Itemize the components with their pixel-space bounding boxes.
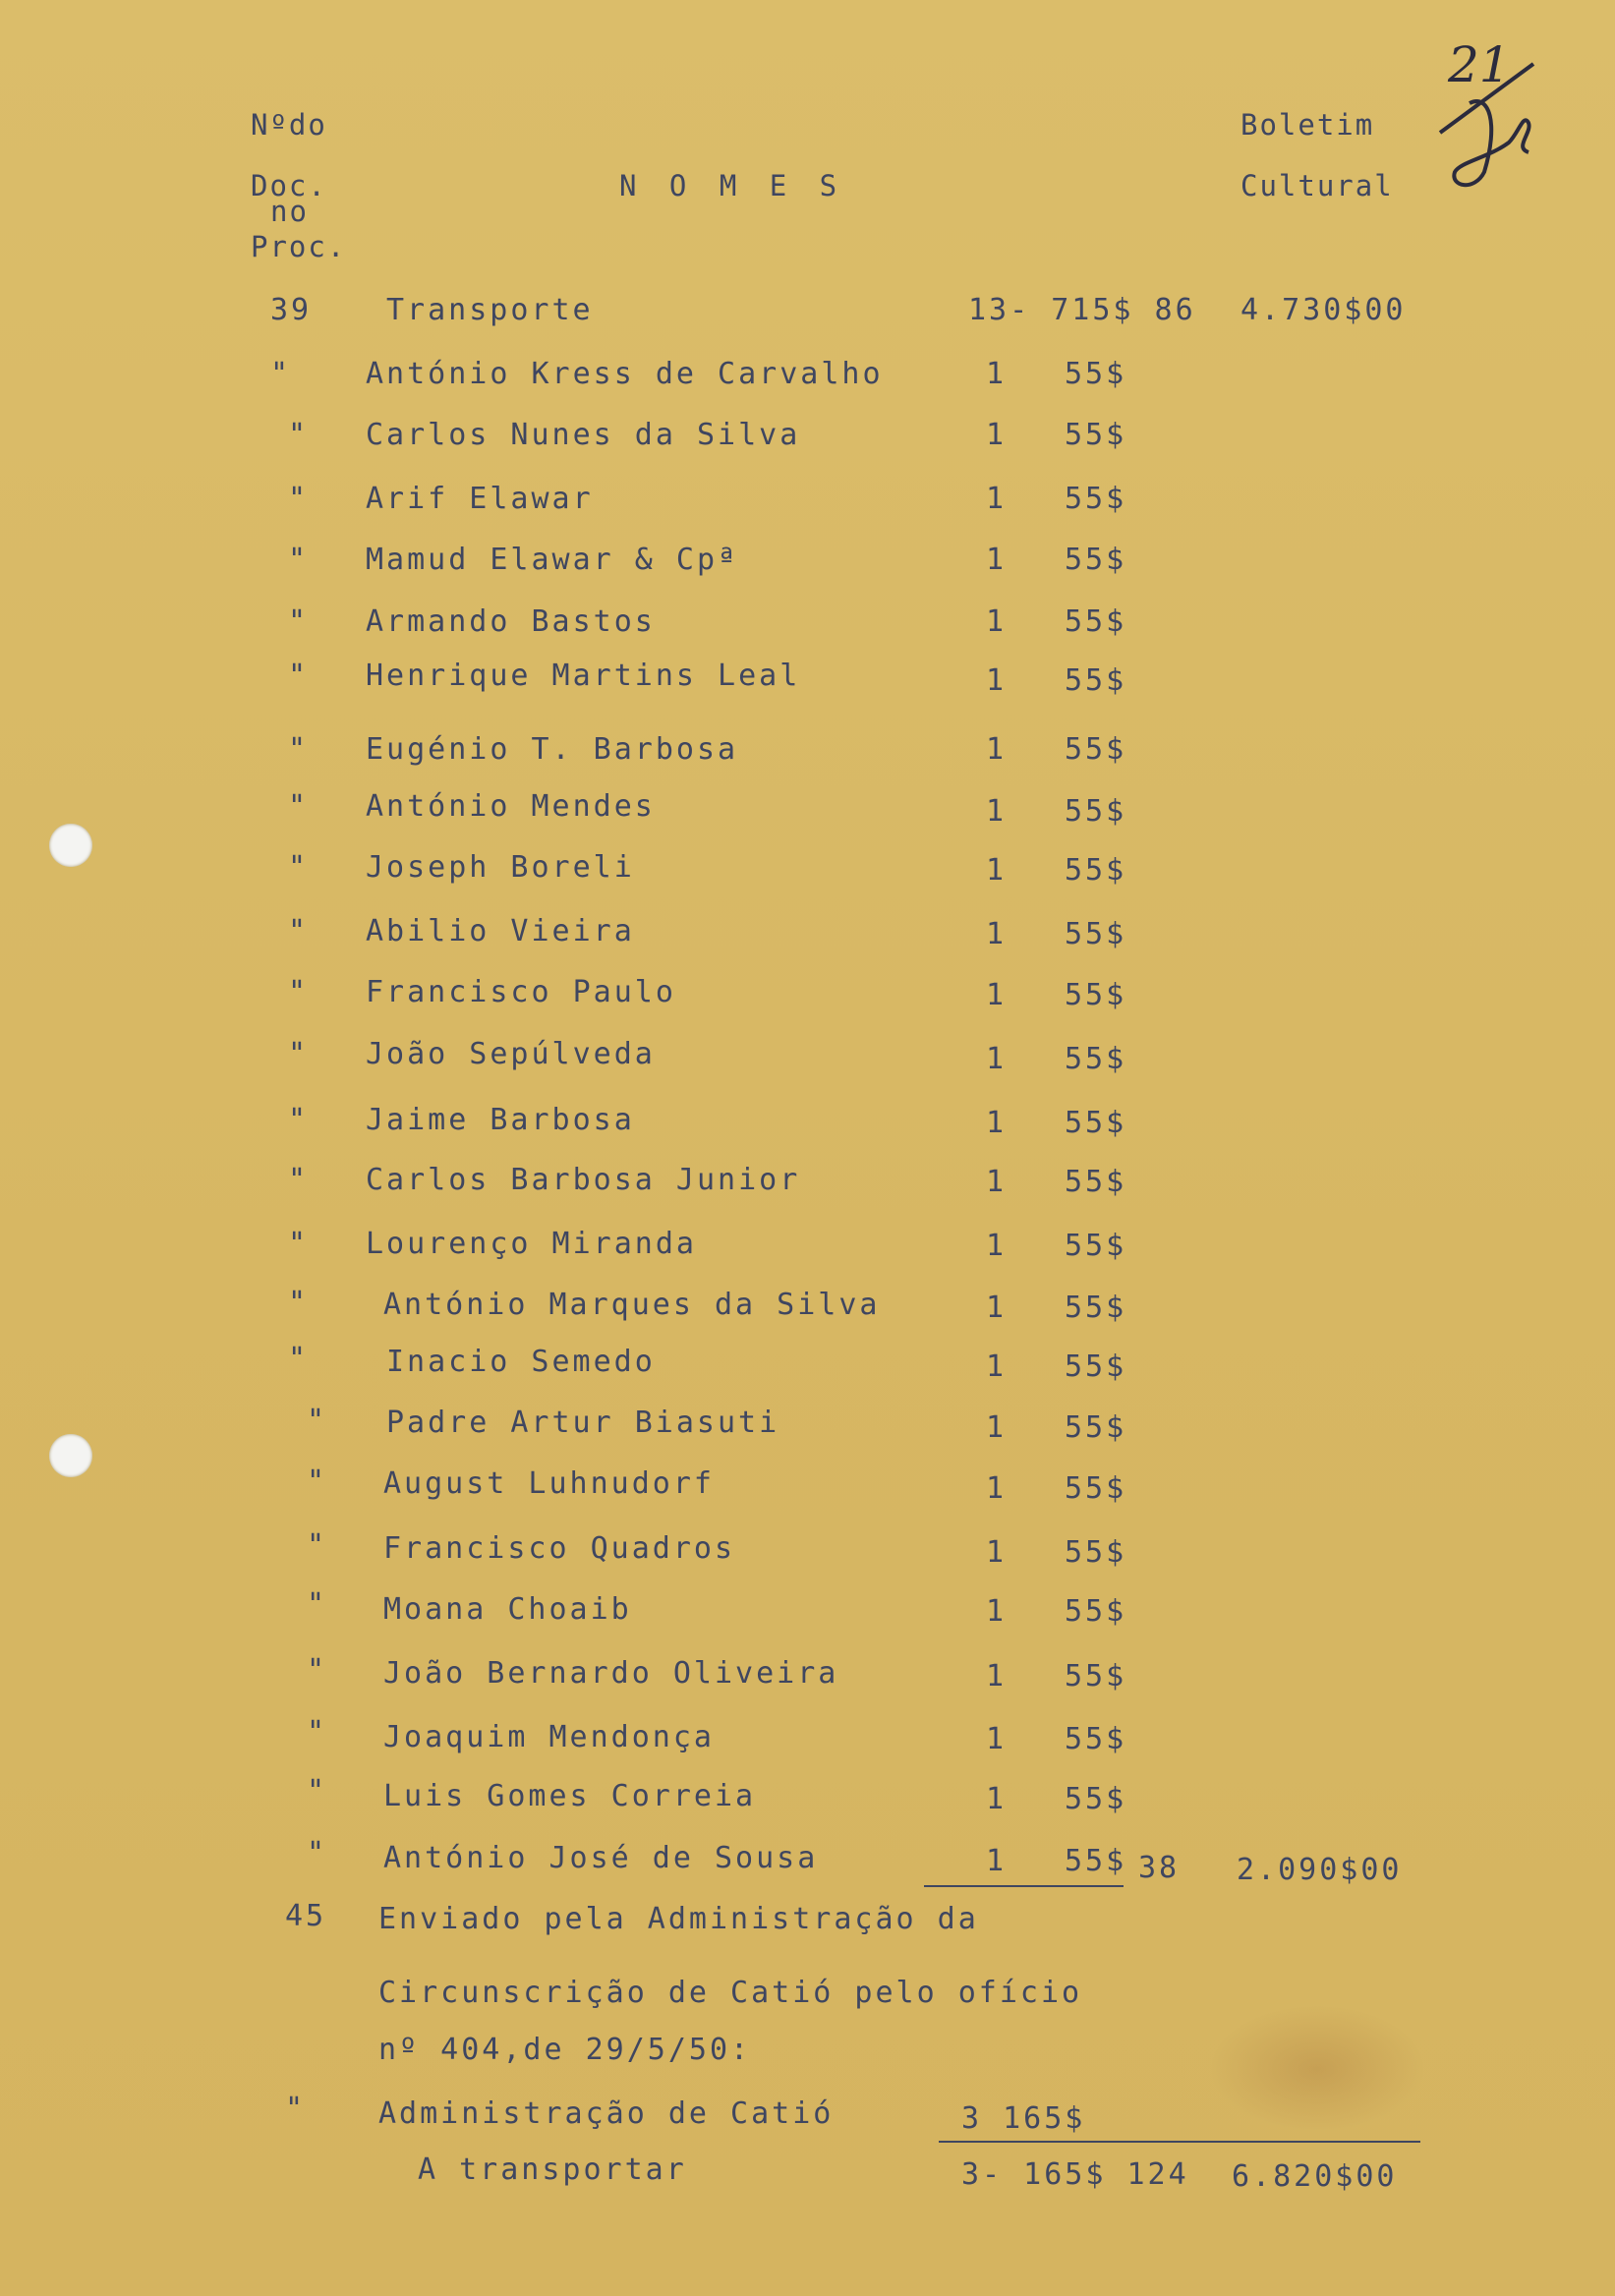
row-qty: 1 [986, 1535, 1008, 1570]
total-boletim: 6.820$00 [1232, 2159, 1398, 2194]
row-amount: 55$ [1065, 978, 1127, 1012]
row-doc: " [270, 357, 292, 391]
row-amount: 55$ [1065, 1410, 1127, 1445]
row-amount: 55$ [1065, 917, 1127, 951]
row-qty: 1 [986, 1471, 1008, 1506]
row-qty: 1 [986, 1844, 1008, 1878]
row-doc: " [288, 789, 310, 824]
row-amount: 55$ [1065, 1722, 1127, 1756]
header-names: N O M E S [619, 169, 845, 202]
row-amount: 55$ [1065, 1594, 1127, 1629]
row-amount: 55$ [1065, 794, 1127, 829]
page-number-mark: 21 [1448, 36, 1511, 93]
total-rule [939, 2141, 1420, 2143]
row-qty: 1 [986, 663, 1008, 698]
handwritten-page-mark [1430, 25, 1548, 192]
subtotal-rule [924, 1885, 1124, 1887]
row-qty: 1 [986, 732, 1008, 767]
punch-hole-top [49, 824, 92, 867]
row-amount: 55$ [1065, 1291, 1127, 1325]
row-name: Eugénio T. Barbosa [366, 732, 739, 767]
row-name: António Kress de Carvalho [366, 357, 884, 391]
transporte-label: Transporte [386, 293, 594, 327]
row-doc: " [307, 1587, 328, 1622]
row-name: Abilio Vieira [366, 914, 635, 948]
row-name: Francisco Quadros [383, 1531, 736, 1566]
row-doc: " [288, 1037, 310, 1071]
row-name: Moana Choaib [383, 1592, 632, 1627]
header-doc-no: no [270, 195, 309, 228]
row-doc: " [288, 482, 310, 516]
row-name: António Mendes [366, 789, 656, 824]
paper-stain [1209, 2005, 1425, 2133]
row-amount: 55$ [1065, 732, 1127, 767]
row-name: Inacio Semedo [386, 1345, 656, 1379]
admin-name: Administração de Catió [378, 2096, 835, 2131]
row-qty: 1 [986, 418, 1008, 452]
row-amount: 55$ [1065, 663, 1127, 698]
row-amount: 55$ [1065, 1106, 1127, 1140]
row-amount: 55$ [1065, 604, 1127, 639]
row-qty: 1 [986, 1410, 1008, 1445]
header-cultural: Cultural [1240, 169, 1394, 202]
row-name: Joseph Boreli [366, 850, 635, 885]
row-amount: 55$ [1065, 853, 1127, 888]
total-label: A transportar [418, 2152, 687, 2187]
row-doc: " [288, 850, 310, 885]
row-doc: " [288, 543, 310, 577]
row-name: August Luhnudorf [383, 1466, 715, 1501]
header-doc-label: Doc. [251, 169, 327, 202]
row-name: António Marques da Silva [383, 1288, 881, 1322]
row-doc: " [288, 975, 310, 1009]
transporte-amount: 13- 715$ 86 [968, 293, 1196, 327]
note-line-2: Circunscrição de Catió pelo ofício [378, 1976, 1083, 2010]
row-name: Henrique Martins Leal [366, 659, 801, 693]
row-qty: 1 [986, 794, 1008, 829]
row-qty: 1 [986, 1594, 1008, 1629]
row-amount: 55$ [1065, 1165, 1127, 1199]
row-name: João Bernardo Oliveira [383, 1656, 839, 1691]
row-doc: " [307, 1404, 328, 1438]
row-doc: " [288, 914, 310, 948]
note-line-1: Enviado pela Administração da [378, 1902, 979, 1936]
row-amount: 55$ [1065, 1535, 1127, 1570]
row-amount: 55$ [1065, 1844, 1127, 1878]
row-amount: 55$ [1065, 1471, 1127, 1506]
row-amount: 55$ [1065, 482, 1127, 516]
row-doc: " [307, 1653, 328, 1688]
row-qty: 1 [986, 543, 1008, 577]
row-name: Padre Artur Biasuti [386, 1406, 780, 1440]
row-doc: " [288, 604, 310, 639]
row-qty: 1 [986, 1291, 1008, 1325]
row-doc: " [288, 418, 310, 452]
row-doc: " [307, 1528, 328, 1563]
row-name: Carlos Barbosa Junior [366, 1163, 801, 1197]
row-amount: 55$ [1065, 543, 1127, 577]
row-name: Francisco Paulo [366, 975, 676, 1009]
row-qty: 1 [986, 978, 1008, 1012]
row-doc: " [307, 1774, 328, 1808]
row-name: Armando Bastos [366, 604, 656, 639]
row-name: Carlos Nunes da Silva [366, 418, 801, 452]
punch-hole-bottom [49, 1434, 92, 1477]
row-doc: " [288, 732, 310, 767]
row-amount: 55$ [1065, 357, 1127, 391]
transporte-boletim: 4.730$00 [1240, 293, 1407, 327]
subtotal-boletim: 2.090$00 [1237, 1853, 1403, 1887]
row-doc: " [307, 1715, 328, 1750]
row-amount: 55$ [1065, 1659, 1127, 1693]
row-qty: 1 [986, 1042, 1008, 1076]
row-doc: " [288, 659, 310, 693]
row-qty: 1 [986, 1659, 1008, 1693]
row-name: Jaime Barbosa [366, 1103, 635, 1137]
row-qty: 1 [986, 1722, 1008, 1756]
admin-amount: 3 165$ [961, 2101, 1086, 2136]
row-name: Luis Gomes Correia [383, 1779, 757, 1813]
row-name: João Sepúlveda [366, 1037, 656, 1071]
row-qty: 1 [986, 482, 1008, 516]
row-qty: 1 [986, 1165, 1008, 1199]
row-amount: 55$ [1065, 1349, 1127, 1384]
row-doc: " [288, 1286, 310, 1320]
header-doc-proc: Proc. [251, 230, 347, 263]
header-boletim: Boletim [1240, 108, 1375, 142]
row-name: Mamud Elawar & Cpª [366, 543, 739, 577]
row-amount: 55$ [1065, 1229, 1127, 1263]
row-qty: 1 [986, 917, 1008, 951]
row-qty: 1 [986, 1229, 1008, 1263]
row-amount: 55$ [1065, 1042, 1127, 1076]
total-amount: 3- 165$ 124 [961, 2157, 1189, 2192]
row-doc: " [288, 1103, 310, 1137]
note-doc: 45 [285, 1899, 327, 1933]
row-name: António José de Sousa [383, 1841, 819, 1875]
row-name: Arif Elawar [366, 482, 594, 516]
row-qty: 1 [986, 1106, 1008, 1140]
row-qty: 1 [986, 853, 1008, 888]
row-amount: 55$ [1065, 418, 1127, 452]
subtotal-count: 38 [1138, 1851, 1181, 1885]
transporte-doc: 39 [270, 293, 313, 327]
note-line-3: nº 404,de 29/5/50: [378, 2033, 752, 2067]
row-doc: " [288, 1227, 310, 1261]
row-doc: " [288, 1163, 310, 1197]
row-name: Lourenço Miranda [366, 1227, 697, 1261]
row-qty: 1 [986, 1349, 1008, 1384]
admin-doc: " [285, 2092, 307, 2126]
row-name: Joaquim Mendonça [383, 1720, 715, 1754]
row-qty: 1 [986, 1782, 1008, 1816]
row-qty: 1 [986, 357, 1008, 391]
row-qty: 1 [986, 604, 1008, 639]
header-doc-number: Nºdo [251, 108, 327, 142]
row-doc: " [307, 1464, 328, 1499]
row-doc: " [307, 1836, 328, 1870]
row-amount: 55$ [1065, 1782, 1127, 1816]
row-doc: " [288, 1342, 310, 1376]
